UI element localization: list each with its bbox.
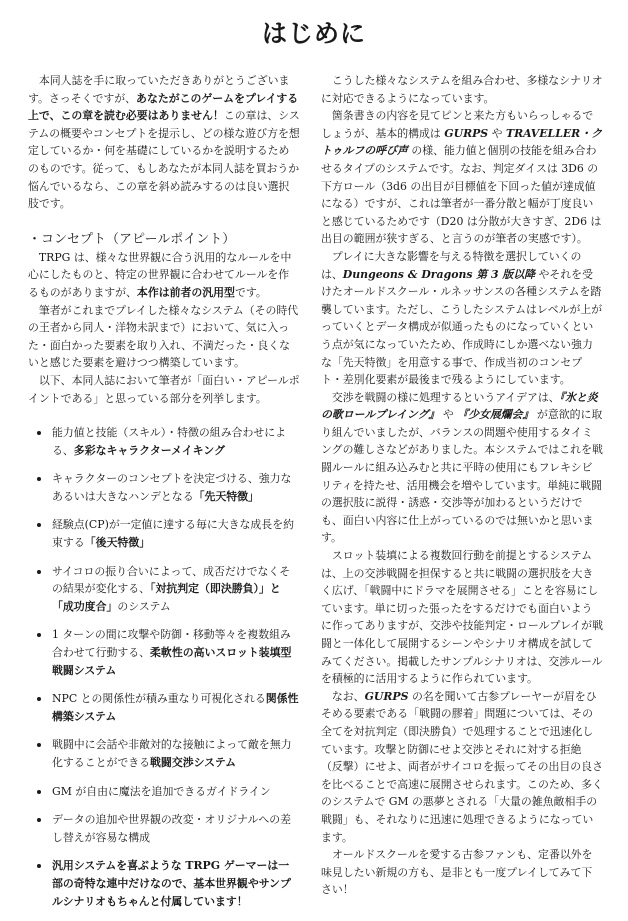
- text-run: 筆者がこれまでプレイした様々なシステム（その時代の王者から同人・洋物未訳まで）において、気に入った・面白かった要素を取り入れ、不満だった・良くないと感じた要素を避けつつ構築しています。: [28, 303, 299, 370]
- feature-list-item: [52, 626, 300, 679]
- text-run: サイコロの振り合いによって、成否だけでなくその結果が変化する、: [52, 564, 291, 596]
- text-run: 交渉を戦闘の様に処理するというアイデアは、: [331, 390, 560, 404]
- text-run: の様、能力値と個別の技能を組み合わせるタイプのシステムです。なお、判定ダイスは 3D6 の下方ロール（3d6 の出目が目標値を下回った値が達成値になる）ですが、これは筆者が一番分散と幅が丁度良いと感じているためです（D20 は分散が大きすぎ、2D6 は出目の範囲が狭すぎる、と言うのが筆者の実感です）。: [321, 144, 602, 246]
- left-column: [28, 72, 300, 921]
- emphasis-text: 汎用システムを喜ぶような TRPG ゲーマーは一部の奇特な連中だけなので、基本世界観やサンプルシナリオもちゃんと付属しています！: [52, 859, 291, 908]
- feature-list-item: [52, 516, 300, 551]
- emphasis-text: 多彩なキャラクターメイキング: [73, 443, 225, 457]
- section-heading-concept: ・コンセプト（アピールポイント）: [28, 231, 236, 247]
- emphasis-text: Dungeons & Dragons 第 3 版以降: [342, 267, 536, 281]
- text-run: やそれを受けたオールドスクール・ルネッサンスの各種システムを踏襲しています。ただし、こうしたシステムはレベルが上がっていくとデータ構成が似通ったものになっていくという点が気になっていたため、作成時にしか選べない強力な「先天特徴」を用意する事で、作成当初のコンセプト・差別化要素が最後まで残るようにしています。: [321, 267, 603, 387]
- feature-list-item: [52, 783, 300, 801]
- text-run: スロット装填による複数回行動を前提とするシステムは、上の交渉戦闘を担保すると共に戦闘の選択肢を大きく広げ、「戦闘中にドラマを展開させる」ことを容易にしています。単に切った張ったをするだけでも面白いように作ってありますが、交渉や技能判定・ロールプレイが戦闘と一体化して展開するシーンやシナリオ構成を試してみてください。掲載したサンプルシナリオは、交渉ルールを積極的に活用するように作られています。: [321, 549, 603, 686]
- text-run: のシステム: [117, 599, 171, 613]
- text-run: 1 ターンの間に攻撃や防御・移動等々を複数組み合わせて行動する、: [52, 628, 291, 660]
- emphasis-text: GURPS: [444, 126, 489, 140]
- text-run: 能力値と技能（スキル）・特徴の組み合わせによる、: [52, 426, 287, 457]
- body-paragraph: [321, 389, 603, 547]
- feature-list-item: [52, 811, 300, 846]
- body-paragraph: [321, 248, 603, 389]
- emphasis-text: 『少女展爛会』: [457, 408, 534, 422]
- emphasis-text: 柔軟性の高いスロット装填型戦闘システム: [52, 646, 292, 677]
- emphasis-text: 戦闘交渉システム: [150, 756, 237, 769]
- feature-list-item: [52, 736, 300, 771]
- text-run: 本同人誌を手に取っていただきありがとうございます。さっそくですが、: [28, 74, 290, 105]
- concept-paragraph: [28, 372, 300, 407]
- emphasis-text: 「後天特徴」: [84, 536, 151, 550]
- text-run: です。: [234, 285, 267, 299]
- page-title: はじめに: [261, 19, 366, 48]
- body-paragraph: [321, 107, 603, 248]
- body-paragraph: [321, 688, 603, 846]
- body-paragraph: [321, 547, 603, 688]
- text-run: データの追加や世界観の改変・オリジナルへの差し替えが容易な構成: [52, 813, 292, 844]
- text-run: 箇条書きの内容を見てピンと来た方もいらっしゃるでしょうが、基本的構成は: [321, 109, 594, 140]
- right-paragraphs: [321, 72, 603, 899]
- text-run: 以下、本同人誌において筆者が「面白い・アピールポイントである」と思っている部分を列挙します。: [28, 373, 300, 405]
- feature-list-item: [52, 690, 300, 725]
- feature-list-item: [52, 424, 300, 459]
- emphasis-text: 本作は前者の汎用型: [136, 285, 235, 299]
- text-run: NPC との関係性が積み重なり可視化される: [52, 692, 266, 706]
- text-run: や: [488, 126, 506, 140]
- concept-paragraph: [28, 302, 300, 372]
- intro-paragraph: [28, 72, 300, 213]
- body-paragraph: [321, 846, 603, 899]
- text-run: オールドスクールを愛する古参ファンも、定番以外を味見したい新規の方も、是非とも一度プレイしてみて下さい！: [321, 848, 593, 897]
- emphasis-text: 「対抗判定（即決勝負）」と「成功度合」: [52, 582, 281, 613]
- text-run: こうした様々なシステムを組み合わせ、多様なシナリオに対応できるようになっています。: [321, 74, 603, 105]
- emphasis-text: TRAVELLER・クトゥルフの呼び声: [321, 126, 603, 158]
- body-paragraph: [321, 72, 603, 107]
- feature-list-item: [52, 470, 300, 505]
- text-run: 経験点(CP)が一定値に達する毎に大きな成長を約束する: [52, 518, 294, 550]
- text-run: や: [439, 408, 458, 422]
- feature-list-item: [52, 857, 300, 910]
- emphasis-text: あなたがこのゲームをプレイする上で、この章を読む必要はありません！: [28, 91, 299, 123]
- text-run: この章は、システムの概要やコンセプトを提示し、どの様な遊び方を想定しているか・何を基礎にしているかを説明するためのものです。従って、もしあなたが本同人誌を買おうか悩んでいるなら、この章を斜め読みするのは良い選択肢です。: [28, 109, 300, 211]
- emphasis-text: 「先天特徴」: [193, 489, 259, 503]
- emphasis-text: GURPS: [364, 689, 409, 703]
- text-run: キャラクターのコンセプトを決定づける、強力なあるいは大きなハンデとなる: [52, 472, 292, 503]
- emphasis-text: 関係性構築システム: [52, 692, 299, 723]
- right-column: [321, 72, 603, 899]
- concept-paragraph: [28, 249, 300, 302]
- emphasis-text: 『氷と炎の歌ロールプレイング』: [321, 390, 598, 422]
- text-run: 戦闘中に会話や非敵対的な接触によって敵を無力化することができる: [52, 738, 292, 769]
- text-run: プレイに大きな影響を与える特徴を選択していくのは、: [321, 249, 582, 281]
- text-run: TRPG は、様々な世界観に合う汎用的なルールを中心にしたものと、特定の世界観に合わせてルールを作るものがありますが、: [28, 250, 292, 299]
- text-run: が意欲的に取り組んでいましたが、バランスの問題や使用するタイミングの難しさなどがありました。本システムではこれを戦闘ルールに組み込みむと共に平時の使用にもフレキシビリティを持たせ、活用機会を増やしています。単純に戦闘の選択肢に説得・誘惑・交渉等が加わるというだけでも、面白い内容に仕上がっているのでは無いかと思います。: [321, 408, 603, 545]
- text-run: GM が自由に魔法を追加できるガイドライン: [52, 784, 271, 798]
- feature-list: [28, 424, 300, 910]
- concept-paragraphs: [28, 249, 300, 407]
- feature-list-item: [52, 563, 300, 616]
- text-run: なお、: [331, 689, 365, 703]
- text-run: の名を聞いて古参プレーヤーが眉をひそめる要素である「戦闘の膠着」問題については、その全てを対抗判定（即決勝負）で処理することで迅速化しています。攻撃と防御にせよ交渉とそれに対する拒絶（反撃）にせよ、両者がサイコロを振ってその出目の良さを比べることで高速に展開させられます。このため、多くのシステムで GM の悪夢とされる「大量の雑魚敵相手の戦闘」も、それなりに迅速に処理できるようになっています。: [321, 689, 603, 844]
